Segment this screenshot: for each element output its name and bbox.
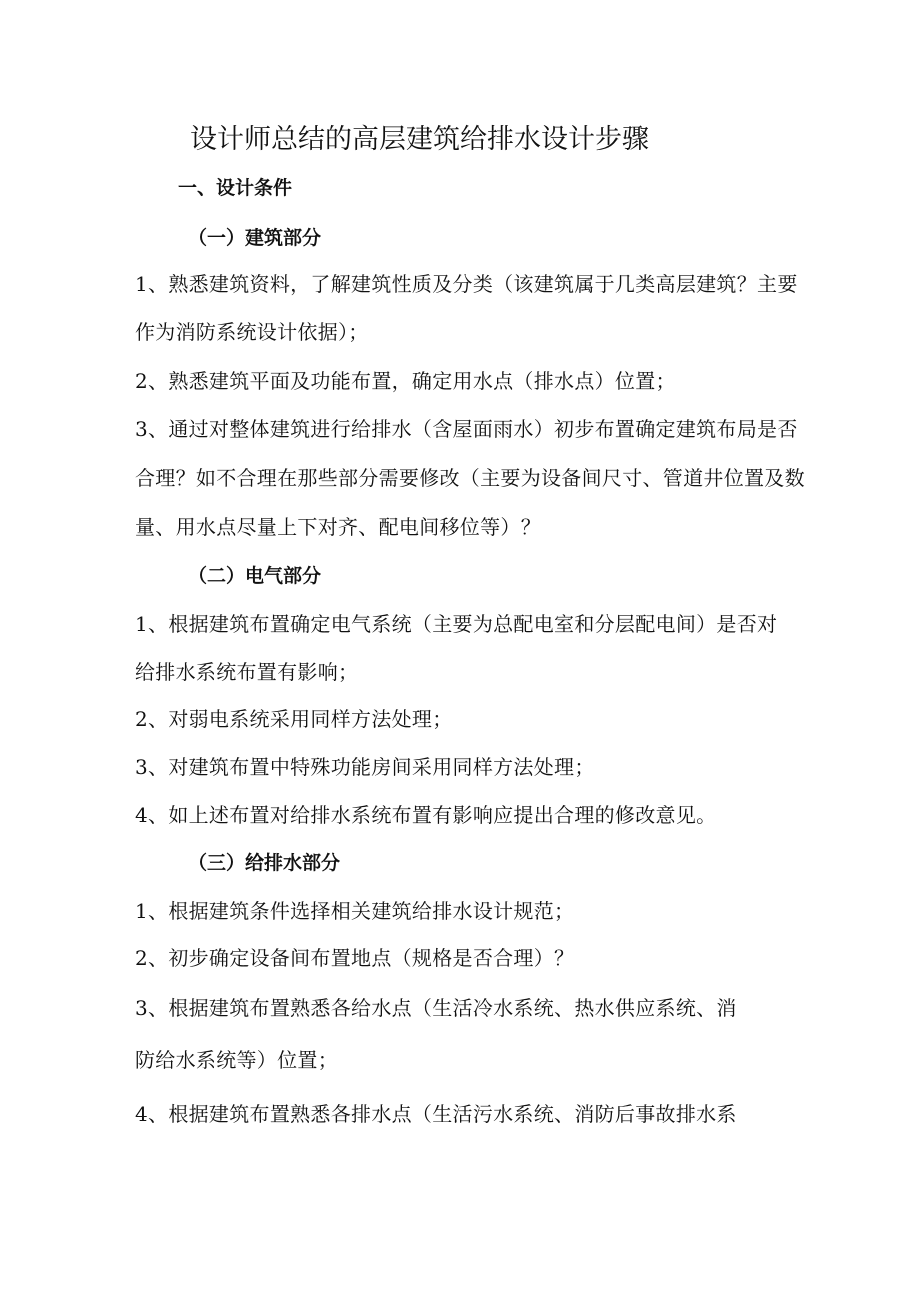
paragraph-line: 3、通过对整体建筑进行给排水（含屋面雨水）初步布置确定建筑布局是否 xyxy=(135,417,798,441)
subsection-heading-plumbing: （三）给排水部分 xyxy=(188,852,341,874)
paragraph-line: 2、初步确定设备间布置地点（规格是否合理）？ xyxy=(135,946,575,970)
paragraph-line: 1、熟悉建筑资料，了解建筑性质及分类（该建筑属于几类高层建筑？主要 xyxy=(135,272,798,296)
paragraph-line: 1、根据建筑条件选择相关建筑给排水设计规范； xyxy=(135,899,575,923)
paragraph-line: 给排水系统布置有影响； xyxy=(135,660,359,684)
paragraph-line: 3、根据建筑布置熟悉各给水点（生活冷水系统、热水供应系统、消 xyxy=(135,996,737,1020)
paragraph-line: 1、根据建筑布置确定电气系统（主要为总配电室和分层配电间）是否对 xyxy=(135,612,778,636)
paragraph-line: 作为消防系统设计依据）； xyxy=(135,320,369,344)
paragraph-line: 2、对弱电系统采用同样方法处理； xyxy=(135,707,453,731)
paragraph-line: 防给水系统等）位置； xyxy=(135,1048,338,1072)
subsection-heading-architecture: （一）建筑部分 xyxy=(188,227,322,249)
document-title: 设计师总结的高层建筑给排水设计步骤 xyxy=(190,124,649,155)
paragraph-line: 量、用水点尽量上下对齐、配电间移位等）？ xyxy=(135,515,541,539)
subsection-heading-electrical: （二）电气部分 xyxy=(188,565,322,587)
section-heading-design-conditions: 一、设计条件 xyxy=(178,177,293,199)
paragraph-line: 2、熟悉建筑平面及功能布置，确定用水点（排水点）位置； xyxy=(135,369,676,393)
paragraph-line: 4、根据建筑布置熟悉各排水点（生活污水系统、消防后事故排水系 xyxy=(135,1102,737,1126)
paragraph-line: 3、对建筑布置中特殊功能房间采用同样方法处理； xyxy=(135,755,595,779)
paragraph-line: 合理？如不合理在那些部分需要修改（主要为设备间尺寸、管道井位置及数 xyxy=(135,466,805,490)
paragraph-line: 4、如上述布置对给排水系统布置有影响应提出合理的修改意见。 xyxy=(135,803,717,827)
